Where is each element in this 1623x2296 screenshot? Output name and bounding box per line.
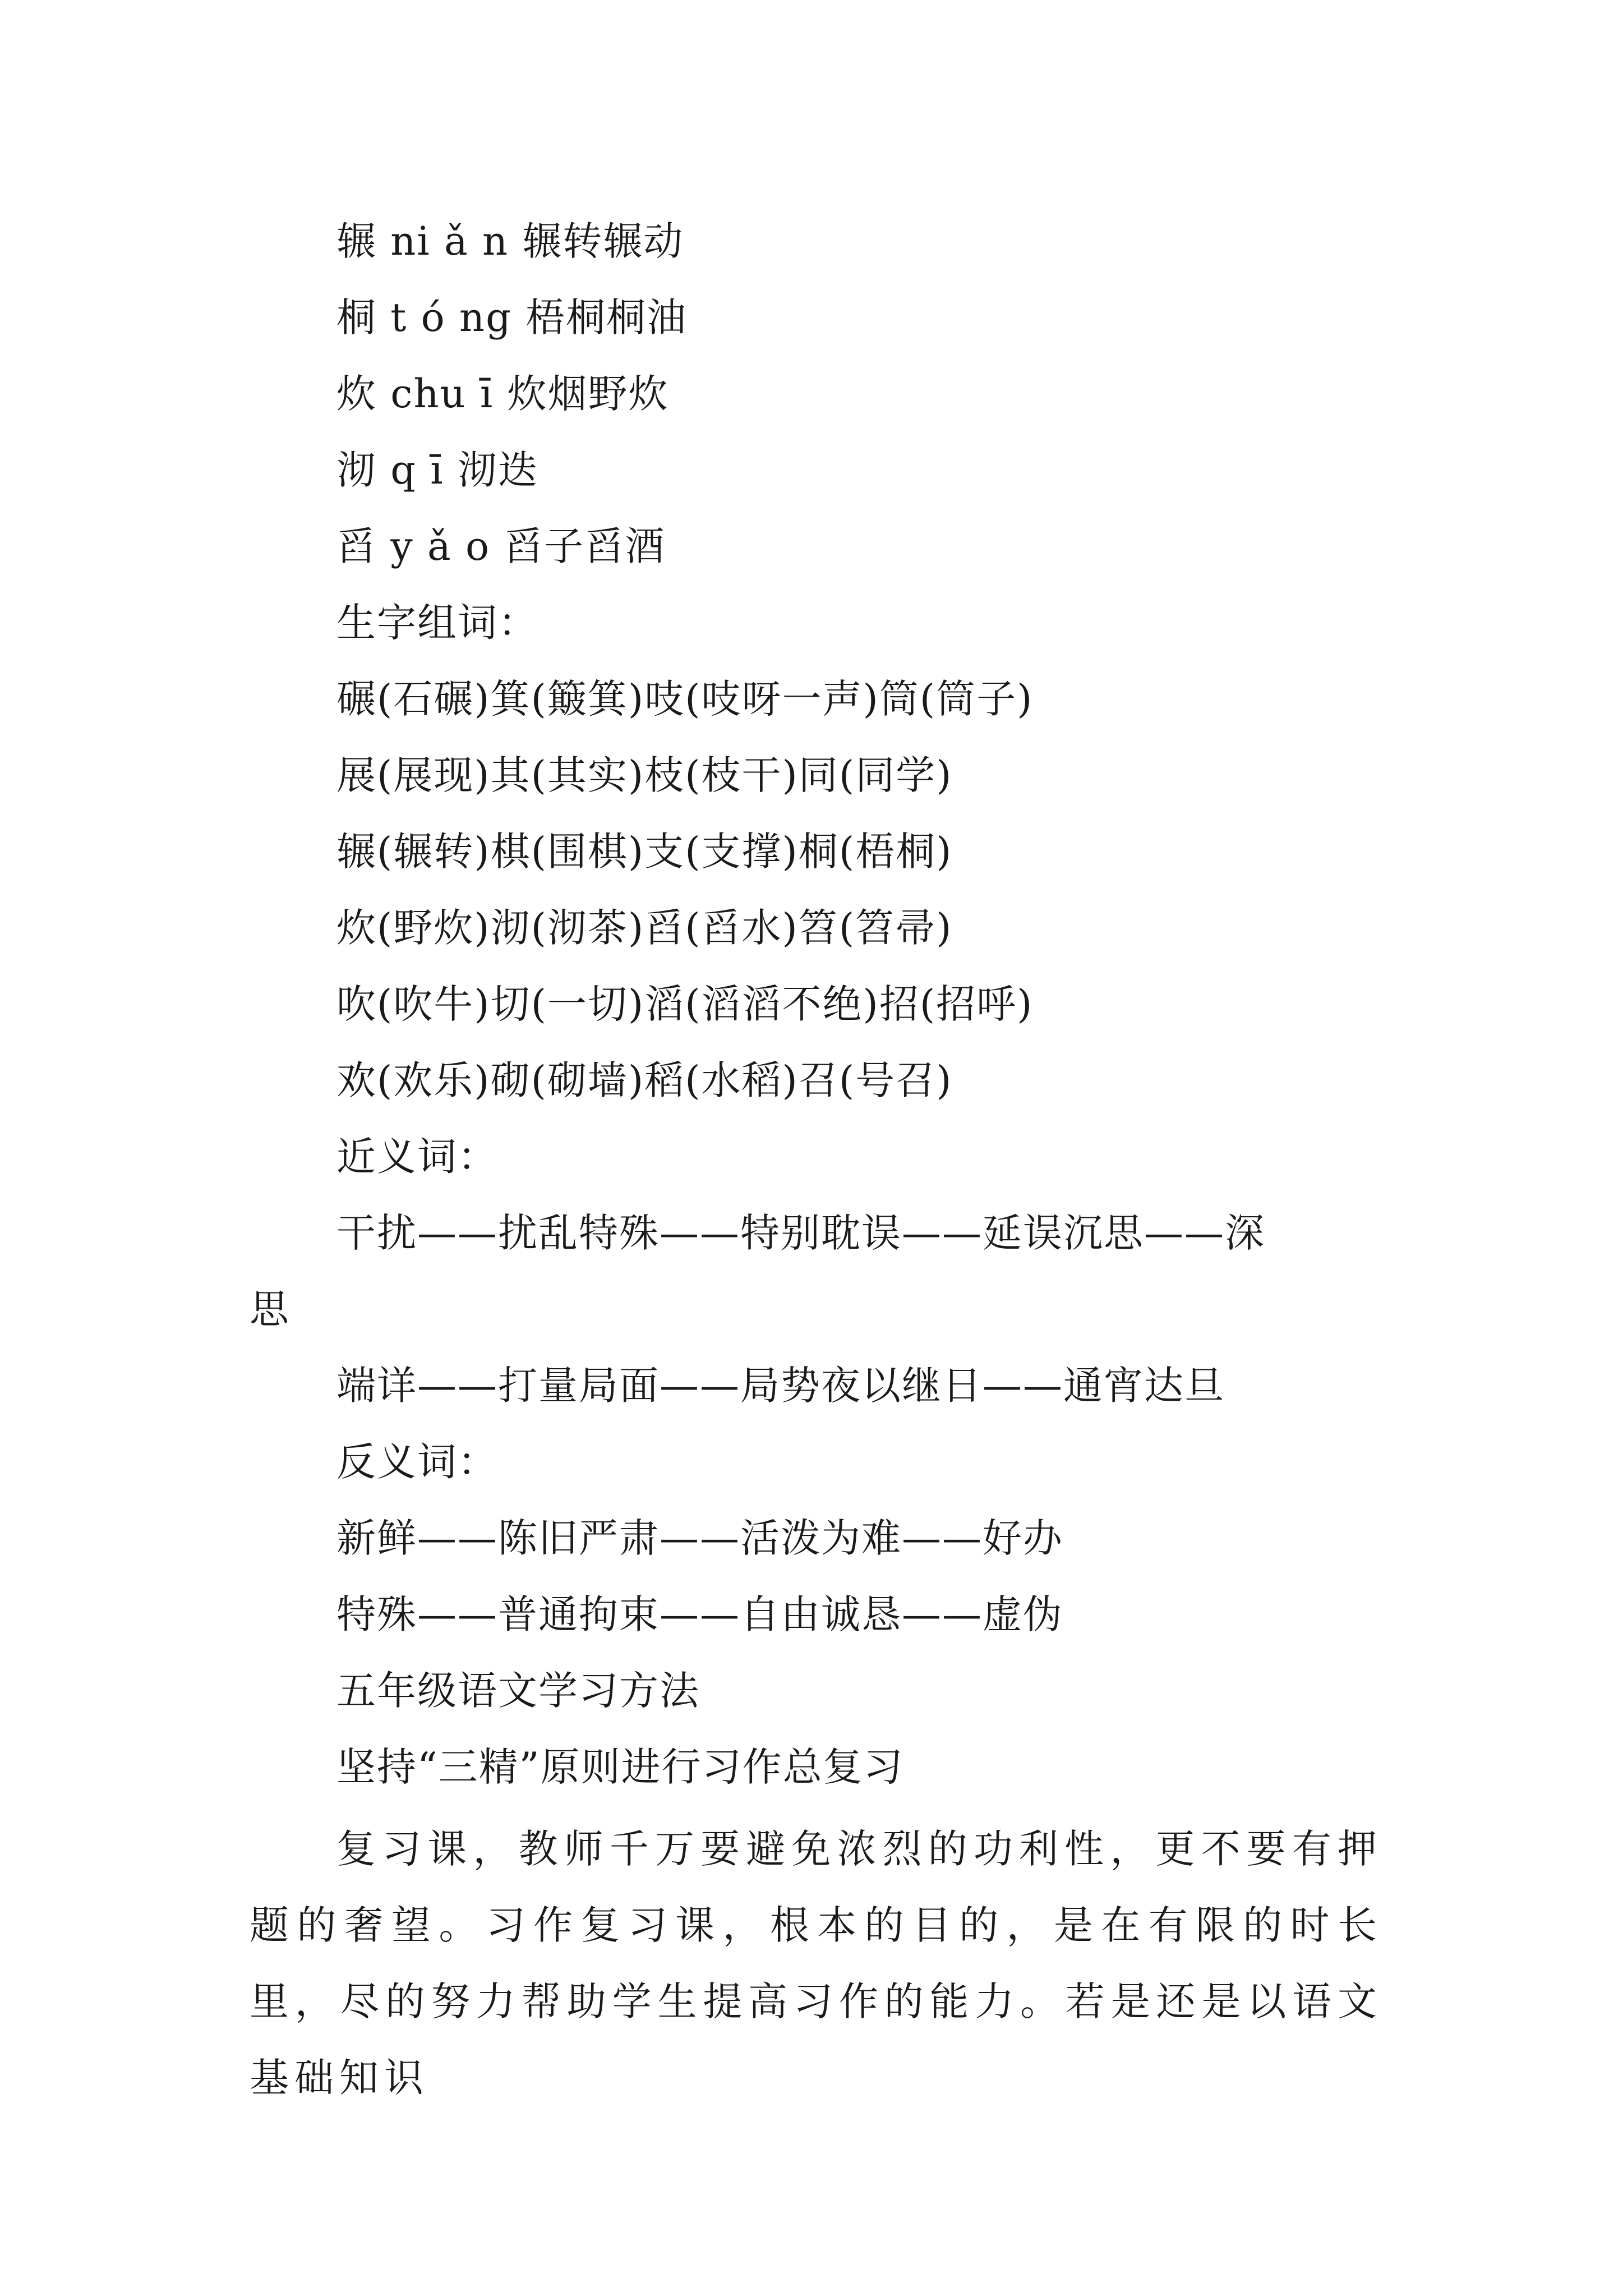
word-group-line: 欢(欢乐)砌(砌墙)稻(水稻)召(号召) (336, 1057, 953, 1103)
section-heading-word-groups: 生字组词： (336, 600, 538, 646)
antonym-line: 新鲜——陈旧严肃——活泼为难——好办 (336, 1515, 1063, 1561)
section-heading-synonyms: 近义词： (336, 1134, 498, 1180)
word-group-line: 辗(辗转)棋(围棋)支(支撑)桐(梧桐) (336, 829, 953, 875)
word-group-line: 展(展现)其(其实)枝(枝干)同(同学) (336, 752, 953, 798)
synonym-line: 干扰——扰乱特殊——特别耽误——延误沉思——深 (336, 1210, 1265, 1256)
pinyin-line-tong: 桐 t ó ng 梧桐桐油 (336, 295, 688, 341)
pinyin-line-chui: 炊 chu ī 炊烟野炊 (336, 371, 669, 417)
pinyin-line-yao: 舀 y ǎ o 舀子舀酒 (336, 523, 666, 569)
word-group-line: 炊(野炊)沏(沏茶)舀(舀水)笤(笤帚) (336, 905, 953, 951)
section-heading-antonyms: 反义词： (336, 1439, 498, 1485)
synonym-line-wrap: 思 (250, 1286, 290, 1332)
pinyin-line-nian: 辗 ni ǎ n 辗转辗动 (336, 218, 684, 264)
synonym-line: 端详——打量局面——局势夜以继日——通宵达旦 (336, 1363, 1225, 1409)
word-group-line: 吹(吹牛)切(一切)滔(滔滔不绝)招(招呼) (336, 981, 1034, 1027)
pinyin-line-qi: 沏 q ī 沏迭 (336, 447, 538, 493)
section-heading-study-methods: 五年级语文学习方法 (336, 1668, 700, 1714)
body-paragraph: 复习课，教师千万要避免浓烈的功利性，更不要有押题的奢望。习作复习课，根本的目的，是在有限的时长里，尽的努力帮助学生提高习作的能力。若是还是以语文基础知识 (250, 1826, 1382, 2101)
antonym-line: 特殊——普通拘束——自由诚恳——虚伪 (336, 1591, 1063, 1637)
subheading-review-principle: 坚持“三精”原则进行习作总复习 (336, 1744, 904, 1790)
word-group-line: 碾(石碾)箕(簸箕)吱(吱呀一声)筒(筒子) (336, 676, 1034, 722)
